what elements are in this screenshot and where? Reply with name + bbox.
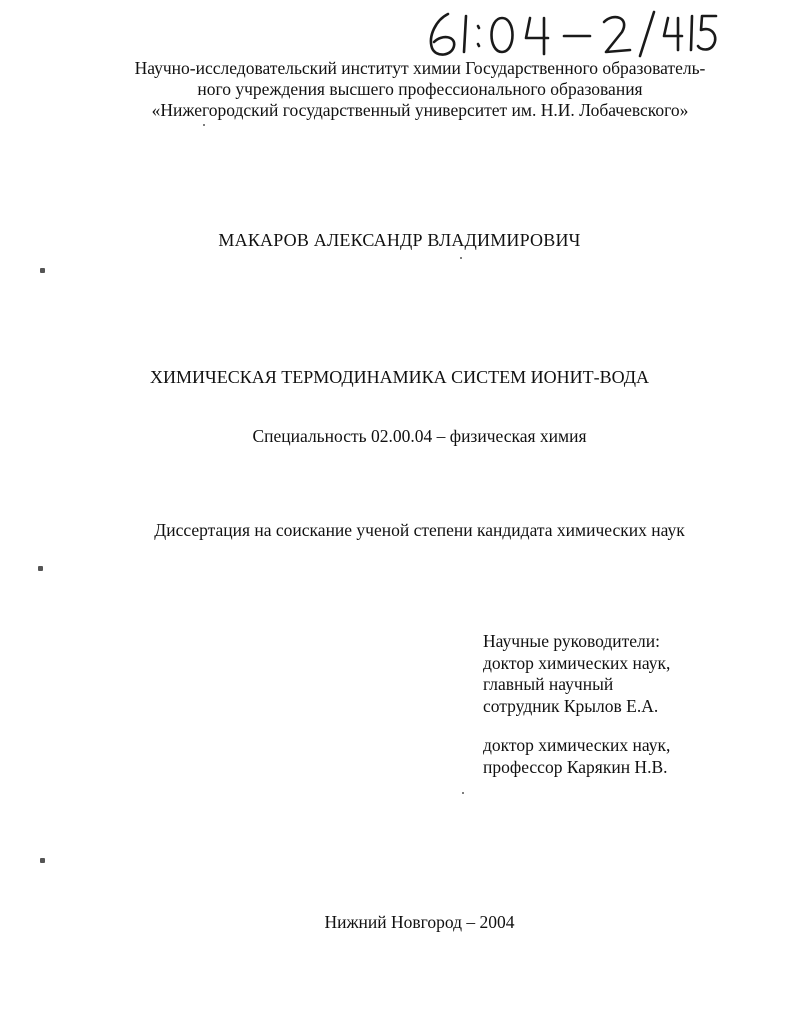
- supervisor-line: профессор Карякин Н.В.: [483, 756, 668, 777]
- specialty: Специальность 02.00.04 – физическая химия: [252, 426, 587, 446]
- scan-speck: [462, 792, 464, 794]
- scan-speck: [203, 124, 205, 126]
- supervisor-line: доктор химических наук,: [483, 652, 671, 673]
- archive-code-drawing: [418, 6, 718, 60]
- spacer: [483, 717, 670, 735]
- dissertation-title: ХИМИЧЕСКАЯ ТЕРМОДИНАМИКА СИСТЕМ ИОНИТ-ВОДА: [150, 367, 649, 387]
- degree-statement: Диссертация на соискание ученой степени кандидата химических наук: [154, 520, 685, 540]
- scan-speck: [40, 268, 45, 273]
- supervisors-block: [483, 631, 670, 778]
- scan-speck: [460, 257, 462, 259]
- supervisor-line: главный научный: [483, 674, 614, 694]
- supervisors-heading: Научные руководители:: [483, 631, 660, 651]
- author-name: МАКАРОВ АЛЕКСАНДР ВЛАДИМИРОВИЧ: [218, 230, 581, 250]
- scan-speck: [40, 858, 45, 863]
- supervisor-line: сотрудник Крылов Е.А.: [483, 695, 659, 716]
- city-year: Нижний Новгород – 2004: [324, 912, 515, 932]
- scan-speck: [38, 566, 43, 571]
- institution-line: ного учреждения высшего профессионального образования: [197, 79, 643, 99]
- archive-code-handwritten: [418, 6, 718, 60]
- institution-block: [60, 58, 780, 121]
- institution-line: Научно-исследовательский институт химии Государственного образователь-: [134, 58, 706, 78]
- supervisor-line: доктор химических наук,: [483, 735, 671, 755]
- institution-line: «Нижегородский государственный университет им. Н.И. Лобачевского»: [151, 100, 689, 120]
